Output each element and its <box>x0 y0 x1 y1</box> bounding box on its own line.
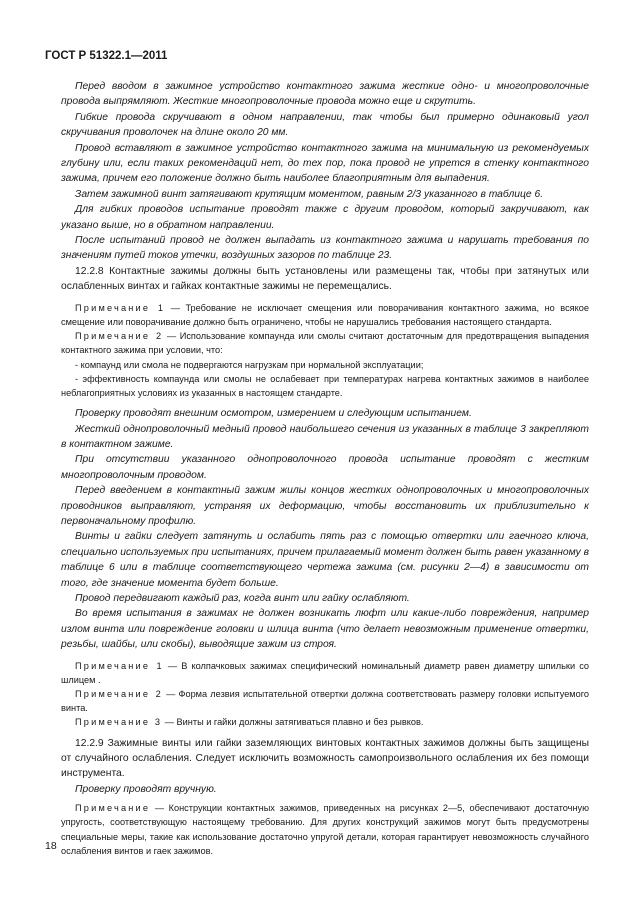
body-paragraph <box>61 110 589 141</box>
paragraph-text: — Использование компаунда или смолы считают достаточным для предотвращения выпадения контактного зажима при условии, что: <box>61 331 589 356</box>
note-paragraph <box>61 329 589 357</box>
body-paragraph <box>61 406 589 421</box>
paragraph-text: — Форма лезвия испытательной отвертки должна соответствовать размеру головки испытуемого винта. <box>61 689 589 714</box>
note-paragraph <box>61 801 589 858</box>
body-paragraph <box>61 141 589 187</box>
body-paragraph <box>61 187 589 202</box>
paragraph-text: Проверку проводят внешним осмотром, измерением и следующим испытанием. <box>75 408 472 420</box>
paragraph-text: 12.2.9 Зажимные винты или гайки заземляющих винтовых контактных зажимов должны быть защищены от случайного ослабления. Следует исключить возможность самопроизвольного ослабления их без помощи инструмента. <box>61 737 589 780</box>
paragraph-text: — Требование не исключает смещения или поворачивания контактного зажима, но всякое смещение или поворачивание должно быть ограничено, чтобы не нарушались требования настоящего стандарта. <box>61 302 589 327</box>
body-paragraph <box>61 782 589 797</box>
paragraph-text: Во время испытания в зажимах не должен возникать люфт или какие-либо повреждения, например излом винта или повреждение головки и шлица винта (что делает невозможным применение отвертки, резьбы, шайбы, или скобы), выводящие зажим из строя. <box>61 608 589 651</box>
paragraph-text: - компаунд или смола не подвергаются нагрузкам при нормальной эксплуатации; <box>75 359 424 370</box>
paragraph-text: — В колпачковых зажимах специфический номинальный диаметр равен диаметру шпильки со шлицем . <box>61 660 590 685</box>
note-label: Примечание <box>75 803 151 814</box>
note-label: Примечание 2 <box>75 331 164 342</box>
body-paragraph <box>61 452 589 483</box>
paragraph-text: Провод вставляют в зажимное устройство контактного зажима на минимальную из рекомендуемых глубину или, если таких рекомендаций нет, до тех пор, пока провод не упрется в стенку контактного зажима, причем его положение должно быть наиболее благоприятным для выпадения. <box>61 142 589 185</box>
paragraph-text: Жесткий однопроволочный медный провод наибольшего сечения из указанных в таблице 3 закрепляют в контактном зажиме. <box>61 423 589 450</box>
note-label: Примечание 2 <box>75 689 163 700</box>
paragraph-text: При отсутствии указанного однопроволочного провода испытание проводят с жестким многопроволочным проводом. <box>61 454 589 481</box>
document-header: ГОСТ Р 51322.1—2011 <box>45 50 168 62</box>
body-paragraph <box>61 264 589 295</box>
note-paragraph <box>61 659 589 687</box>
paragraph-text: Перед введением в контактный зажим жилы концов жестких однопроволочных и многопроволочных проводников выправляют, устраняя их деформацию, чтобы восстановить их приблизительно к первоначальному профилю. <box>61 485 589 527</box>
paragraph-text: — Винты и гайки должны затягиваться плавно и без рывков. <box>162 717 424 728</box>
paragraph-text: 12.2.8 Контактные зажимы должны быть установлены или размещены так, чтобы при затянутых или ослабленных винтах и гайках контактные зажимы не перемещались. <box>61 265 589 293</box>
document-body <box>61 79 589 858</box>
body-paragraph <box>61 591 589 606</box>
body-paragraph <box>61 202 589 233</box>
body-paragraph <box>61 529 589 591</box>
note-paragraph <box>61 358 589 372</box>
page-number: 18 <box>45 840 57 852</box>
note-paragraph <box>61 301 589 329</box>
note-label: Примечание 1 <box>75 302 166 313</box>
paragraph-text: Для гибких проводов испытание проводят также с другим проводом, который закручивают, как указано выше, но в обратном направлении. <box>61 204 589 231</box>
body-paragraph <box>61 233 589 264</box>
paragraph-text: - эффективность компаунда или смолы не ослабевает при температурах нагрева контактных зажимов в наиболее неблагоприятных условиях из указанных в настоящем стандарте. <box>61 373 589 398</box>
paragraph-text: Затем зажимной винт затягивают крутящим моментом, равным 2/3 указанного в таблице 6. <box>75 188 544 200</box>
paragraph-text: Гибкие провода скручивают в одном направлении, так чтобы был примерно одинаковый угол скручивания проволочек на длине около 20 мм. <box>61 111 589 139</box>
note-label: Примечание 1 <box>75 660 164 671</box>
paragraph-text: Проверку проводят вручную. <box>75 783 217 795</box>
body-paragraph <box>61 483 589 529</box>
body-paragraph <box>61 422 589 453</box>
note-paragraph <box>61 715 589 729</box>
paragraph-text: Перед вводом в зажимное устройство контактного зажима жесткие одно- и многопроволочные провода выпрямляют. Жесткие многопроволочные провода можно еще и скрутить. <box>61 81 589 108</box>
note-paragraph <box>61 687 589 715</box>
body-paragraph <box>61 736 589 782</box>
paragraph-text: Провод передвигают каждый раз, когда винт или гайку ослабляют. <box>75 592 410 604</box>
note-label: Примечание 3 <box>75 717 163 728</box>
paragraph-text: — Конструкции контактных зажимов, приведенных на рисунках 2—5, обеспечивают достаточную упругость, соответствующую настоящему требованию. Для других конструкций зажимов могут быть предусмотрены специальные меры, такие как использование достаточно упругой детали, которая гарантирует невозможность случайного ослабления винтов и гаек зажимов. <box>61 803 589 856</box>
paragraph-text: Винты и гайки следует затянуть и ослабить пять раз с помощью отвертки или гаечного ключа, специально используемых при испытаниях, причем прилагаемый момент должен быть равен указанному в таблице 6 или в таблице соответствующего чертежа зажима (см. рисунки 2—4) в зависимости от того, где значение момента будет больше. <box>61 531 589 589</box>
body-paragraph <box>61 79 589 110</box>
paragraph-text: После испытаний провод не должен выпадать из контактного зажима и нарушать требования по значениям путей токов утечки, воздушных зазоров по таблице 23. <box>61 235 589 262</box>
note-paragraph <box>61 372 589 400</box>
body-paragraph <box>61 606 589 652</box>
